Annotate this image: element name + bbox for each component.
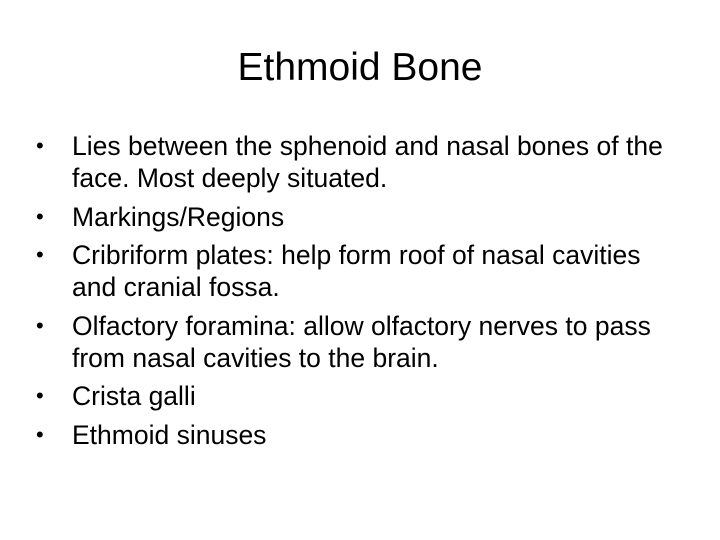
bullet-text: Olfactory foramina: allow olfactory nerves to pass from nasal cavities to the brain. (72, 310, 651, 373)
bullet-icon: • (36, 133, 44, 158)
bullet-item (36, 201, 686, 233)
bullet-item (36, 310, 686, 374)
bullet-text: Markings/Regions (72, 201, 285, 232)
bullet-icon: • (36, 421, 44, 447)
bullet-icon: • (36, 203, 44, 229)
bullet-item (36, 380, 686, 412)
bullet-icon: • (36, 312, 44, 338)
bullet-text: Lies between the sphenoid and nasal bones of the face. Most deeply situated. (72, 131, 663, 193)
bullet-item (36, 239, 686, 303)
bullet-item (36, 419, 686, 451)
bullet-text: Cribriform plates: help form roof of nasal cavities and cranial fossa. (72, 240, 641, 302)
bullet-item (36, 130, 686, 194)
bullet-text: Ethmoid sinuses (72, 419, 267, 450)
bullet-text: Crista galli (72, 381, 196, 411)
bullet-icon: • (36, 383, 44, 408)
bullet-icon: • (36, 242, 44, 267)
bullet-list (36, 130, 686, 457)
slide-title: Ethmoid Bone (237, 46, 483, 89)
